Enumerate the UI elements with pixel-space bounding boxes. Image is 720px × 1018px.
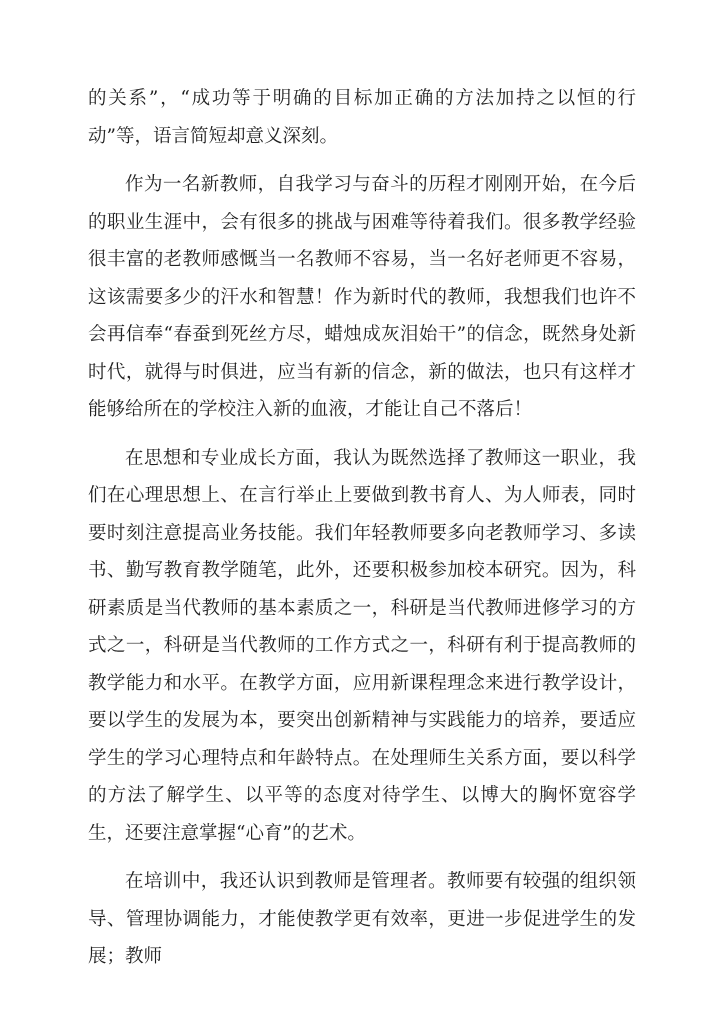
document-body — [88, 80, 636, 987]
paragraph-4: 在培训中，我还认识到教师是管理者。教师要有较强的组织领导、管理协调能力，才能使教学更有效率，更进一步促进学生的发展；教师 — [88, 871, 636, 967]
paragraph-2: 作为一名新教师，自我学习与奋斗的历程才刚刚开始，在今后的职业生涯中，会有很多的挑战与困难等待着我们。很多教学经验很丰富的老教师感慨当一名教师不容易，当一名好老师更不容易，这该需要多少的汗水和智慧！作为新时代的教师，我想我们也许不会再信奉“春蚕到死丝方尽，蜡烛成灰泪始干”的信念，既然身处新时代，就得与时俱进，应当有新的信念，新的做法，也只有这样才能够给所在的学校注入新的血液，才能让自己不落后！ — [88, 174, 636, 420]
paragraph-3: 在思想和专业成长方面，我认为既然选择了教师这一职业，我们在心理思想上、在言行举止上要做到教书育人、为人师表，同时要时刻注意提高业务技能。我们年轻教师要多向老教师学习、多读书、勤写教育教学随笔，此外，还要积极参加校本研究。因为，科研素质是当代教师的基本素质之一，科研是当代教师进修学习的方式之一，科研是当代教师的工作方式之一，科研有利于提高教师的教学能力和水平。在教学方面，应用新课程理念来进行教学设计，要以学生的发展为本，要突出创新精神与实践能力的培养，要适应学生的学习心理特点和年龄特点。在处理师生关系方面，要以科学的方法了解学生、以平等的态度对待学生、以博大的胸怀宽容学生，还要注意掌握“心育”的艺术。 — [88, 447, 636, 844]
paragraph-1: 的关系”，“成功等于明确的目标加正确的方法加持之以恒的行动”等，语言简短却意义深刻。 — [88, 88, 636, 147]
